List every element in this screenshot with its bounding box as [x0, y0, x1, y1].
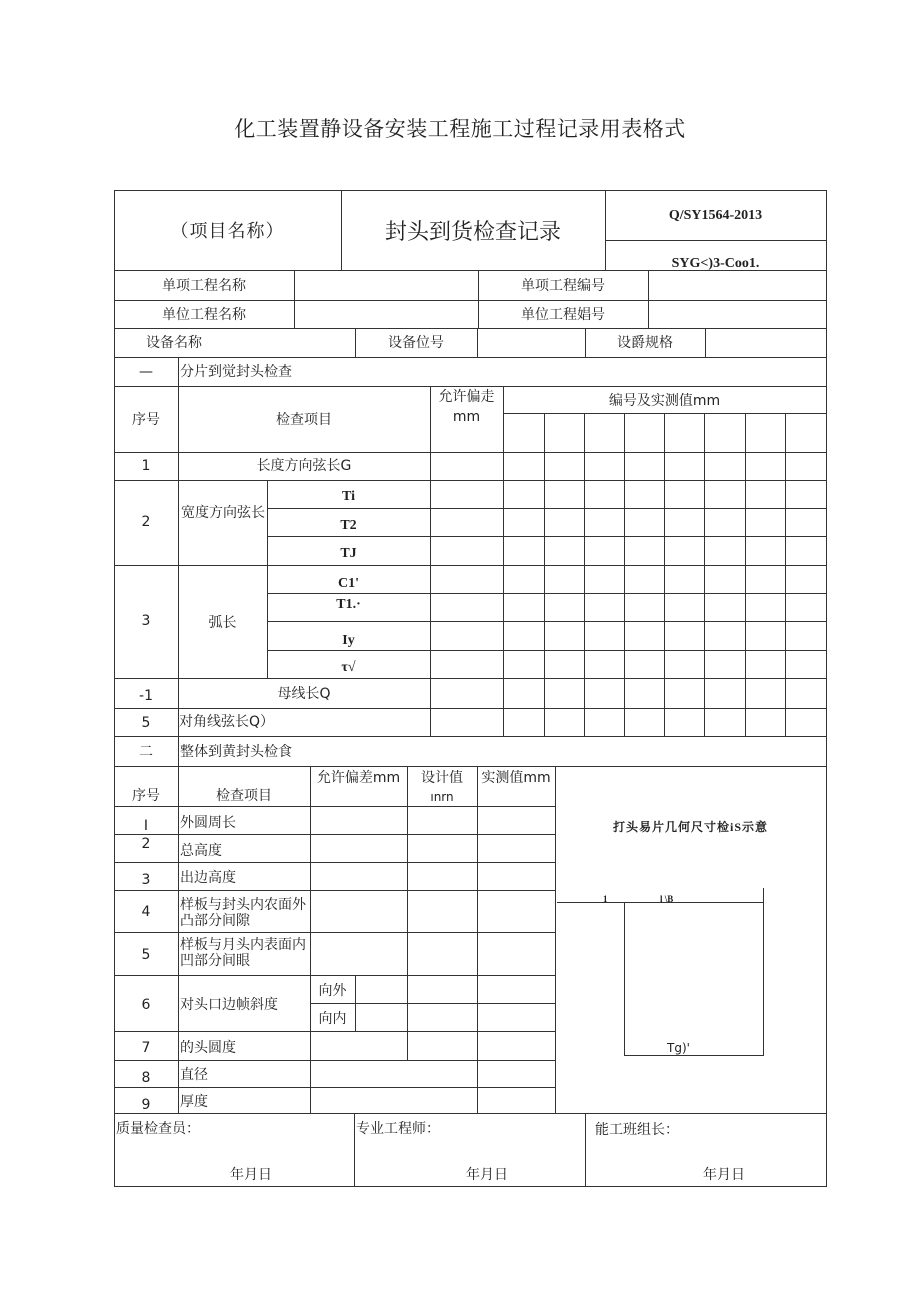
grid-line [605, 240, 827, 241]
s2-col-seq: 序号 [132, 788, 160, 804]
s1-col-item: 检查项目 [276, 412, 332, 428]
grid-line [114, 386, 827, 387]
s2-col-item: 检查项目 [216, 788, 272, 804]
grid-line [114, 452, 827, 453]
grid-line [267, 593, 827, 594]
grid-line [294, 270, 295, 329]
grid-line [267, 621, 827, 622]
head-geometry-sketch-title: 打头易片几何尺寸检iS示意 [612, 820, 768, 834]
s1-row-seq: -1 [139, 688, 153, 704]
s2-row-seq: 9 [141, 1097, 151, 1113]
grid-line [503, 413, 827, 414]
grid-line [555, 766, 556, 1114]
grid-line [503, 386, 504, 737]
s1-row-item: 对角线弦长Q） [179, 714, 275, 730]
s1-sub-label: T2 [340, 518, 357, 533]
section2-index: 二 [139, 744, 153, 760]
sketch-left-edge [624, 902, 625, 1056]
grid-line [544, 413, 545, 737]
grid-line [114, 565, 827, 566]
grid-line [114, 300, 827, 301]
grid-line [114, 1087, 556, 1088]
grid-line [114, 975, 556, 976]
s2-row-seq: 4 [141, 904, 151, 920]
s2-row-seq: 6 [141, 997, 151, 1013]
grid-line [114, 480, 827, 481]
foreman-label: 能工班组长： [595, 1122, 679, 1138]
grid-line [114, 736, 827, 737]
grid-line [114, 708, 827, 709]
s1-sub-label: T1.· [336, 597, 361, 612]
s2-col-design: 设计值 [421, 770, 463, 786]
grid-line [648, 270, 649, 329]
standard-code: Q/SY1564-2013 [668, 208, 763, 223]
equipment-spec-label: 设爵规格 [617, 335, 673, 351]
s2-col-tolerance: 允许偏差mm [316, 770, 401, 786]
grid-line [355, 975, 356, 1032]
unit-project-name-label: 单项工程名称 [162, 278, 246, 294]
grid-line [826, 190, 827, 1187]
s1-row-item: 宽度方向弦长 [181, 505, 265, 521]
grid-line [584, 413, 585, 737]
grid-line [114, 1031, 556, 1032]
grid-line [267, 650, 827, 651]
s1-row-seq: 5 [141, 715, 151, 731]
s1-row-item: 弧长 [208, 615, 237, 631]
grid-line [745, 413, 746, 737]
grid-line [430, 386, 431, 737]
grid-line [310, 1003, 556, 1004]
s2-row-item: 样板与月头内表面内凹部分间眼 [180, 937, 306, 969]
grid-line [477, 328, 478, 358]
sub-project-name-label: 单位工程名称 [162, 307, 246, 323]
grid-line [114, 1186, 827, 1187]
s2-row-item: 厚度 [180, 1094, 208, 1110]
grid-line [114, 834, 556, 835]
s2-direction-in: 向内 [318, 1011, 347, 1027]
grid-line [114, 1060, 556, 1061]
grid-line [407, 766, 408, 1061]
s2-col-design-unit: ınrn [430, 790, 454, 804]
grid-line [704, 413, 705, 737]
s1-col-measured: 编号及实测值mm [608, 393, 721, 409]
grid-line [114, 806, 556, 807]
grid-line [585, 1113, 586, 1187]
s1-sub-label: C1' [338, 576, 359, 591]
equipment-name-label: 设备名称 [146, 335, 202, 351]
sketch-bottom-edge [624, 1055, 764, 1056]
grid-line [310, 766, 311, 1114]
s2-row-seq: 5 [141, 947, 151, 963]
s1-col-tolerance-unit: mm [452, 409, 481, 425]
s2-row-item: 样板与封头内农面外凸部分间隙 [180, 897, 306, 929]
grid-line [114, 766, 827, 767]
s2-direction-out: 向外 [318, 983, 347, 999]
s2-row-seq: 2 [141, 836, 151, 852]
s1-sub-label: τ√ [341, 660, 356, 675]
unit-project-no-label: 单项工程编号 [521, 278, 605, 294]
form-title: 封头到货检查记录 [384, 220, 561, 245]
grid-line [624, 413, 625, 737]
grid-line [114, 328, 827, 329]
grid-line [354, 1113, 355, 1187]
s1-col-tolerance: 允许偏走 [438, 389, 495, 405]
equipment-tag-label: 设备位号 [388, 335, 444, 351]
project-name-placeholder: （项目名称） [170, 221, 285, 242]
page-title: 化工装置静设备安装工程施工过程记录用表格式 [234, 117, 686, 141]
grid-line [114, 678, 827, 679]
grid-line [664, 413, 665, 737]
s1-col-seq: 序号 [132, 412, 160, 428]
sketch-label: Tg)' [667, 1041, 690, 1055]
sign-date-label: 年月日 [466, 1167, 508, 1183]
section1-index: — [139, 364, 153, 380]
grid-line [114, 862, 556, 863]
s2-row-seq: 3 [141, 872, 151, 888]
grid-line [477, 766, 478, 1114]
grid-line [114, 357, 827, 358]
s1-row-seq: 2 [141, 514, 151, 530]
engineer-label: 专业工程师： [356, 1121, 440, 1137]
s2-row-seq: 8 [141, 1070, 151, 1086]
grid-line [705, 328, 706, 358]
section2-title: 整体到黄封头检食 [180, 744, 292, 760]
s2-row-item: 总高度 [180, 843, 222, 859]
s1-row-seq: 3 [141, 613, 151, 629]
s2-row-item: 直径 [180, 1067, 208, 1083]
grid-line [114, 190, 827, 191]
form-code: SYG<)3-Coo1. [671, 256, 760, 271]
s1-sub-label: TJ [340, 546, 357, 561]
sketch-label: 1 [603, 894, 608, 904]
sketch-right-edge [763, 888, 764, 1056]
grid-line [267, 536, 827, 537]
grid-line [114, 1113, 827, 1114]
section1-title: 分片到觉封头检查 [180, 364, 292, 380]
grid-line [114, 932, 556, 933]
sign-date-label: 年月日 [703, 1167, 745, 1183]
s2-row-item: 对头口边帧斜度 [180, 997, 278, 1013]
s2-row-seq: I [143, 818, 149, 834]
s1-row-item: 长度方向弦长G [256, 458, 352, 474]
grid-line [785, 413, 786, 737]
s2-row-item: 出边高度 [180, 870, 236, 886]
sketch-label: l \B [660, 894, 674, 904]
s2-row-item: 的头圆度 [180, 1040, 236, 1056]
grid-line [114, 890, 556, 891]
s2-col-measured: 实测值mm [481, 770, 551, 786]
grid-line [267, 508, 827, 509]
s2-row-item: 外圆周长 [180, 815, 236, 831]
s1-row-item: 母线长Q [277, 686, 331, 702]
s1-sub-label: Iy [342, 633, 355, 648]
s2-row-seq: 7 [141, 1040, 151, 1056]
quality-inspector-label: 质量检查员： [116, 1121, 200, 1137]
s1-row-seq: 1 [141, 458, 151, 474]
sub-project-no-label: 单位工程娼号 [521, 307, 605, 323]
sign-date-label: 年月日 [230, 1167, 272, 1183]
s1-sub-label: Ti [342, 489, 355, 504]
